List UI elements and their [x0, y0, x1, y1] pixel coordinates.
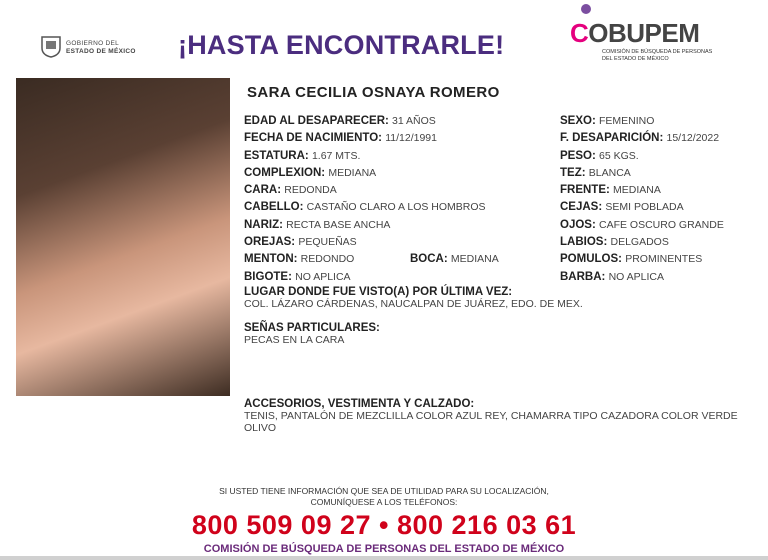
field-nariz: NARIZ: RECTA BASE ANCHA [244, 219, 391, 231]
cobupem-logo [566, 2, 746, 66]
field-labios: LABIOS: DELGADOS [560, 236, 669, 248]
field-menton: MENTON: REDONDO [244, 253, 355, 265]
phone-2[interactable]: 800 216 03 61 [396, 510, 577, 540]
person-photo [16, 78, 230, 396]
headline: ¡HASTA ENCONTRARLE! [178, 30, 505, 60]
commission-name: COMISIÓN DE BÚSQUEDA DE PERSONAS DEL ESTADO DE MÉXICO [203, 543, 565, 555]
clothing-section [244, 398, 738, 434]
field-edad: EDAD AL DESAPARECER: 31 AÑOS [244, 115, 436, 127]
field-boca: BOCA: MEDIANA [410, 253, 499, 265]
government-name: GOBIERNO DEL ESTADO DE MÉXICO [66, 40, 136, 55]
logo-dot [581, 4, 591, 14]
clothing-label: ACCESORIOS, VESTIMENTA Y CALZADO: [244, 398, 475, 410]
field-frente: FRENTE: MEDIANA [560, 184, 661, 196]
field-cejas: CEJAS: SEMI POBLADA [560, 201, 684, 213]
field-complexion: COMPLEXION: MEDIANA [244, 167, 377, 179]
field-estatura: ESTATURA: 1.67 MTS. [244, 150, 361, 162]
field-barba: BARBA: NO APLICA [560, 271, 665, 283]
field-cara: CARA: REDONDA [244, 184, 337, 196]
field-pomulos: POMULOS: PROMINENTES [560, 253, 703, 265]
logo-wordmark: COBUPEM [570, 18, 700, 48]
bottom-bar [0, 556, 768, 560]
last-seen-value: COL. LÁZARO CÁRDENAS, NAUCALPAN DE JUÁREZ, EDO. DE MEX. [244, 298, 583, 310]
marks-section [244, 322, 380, 346]
field-orejas: OREJAS: PEQUEÑAS [244, 236, 357, 248]
contact-note: SI USTED TIENE INFORMACIÓN QUE SEA DE UTILIDAD PARA SU LOCALIZACIÓN, COMUNÍQUESE A LOS TELÉFONOS: [219, 486, 549, 507]
field-cabello: CABELLO: CASTAÑO CLARO A LOS HOMBROS [244, 201, 486, 213]
field-sexo: SEXO: FEMENINO [560, 115, 655, 127]
person-name: SARA CECILIA OSNAYA ROMERO [247, 84, 500, 101]
clothing-value-line1: TENIS, PANTALÓN DE MEZCLILLA COLOR AZUL REY, CHAMARRA TIPO CAZADORA COLOR VERDE [244, 410, 738, 422]
field-tez: TEZ: BLANCA [560, 167, 631, 179]
last-seen-label: LUGAR DONDE FUE VISTO(A) POR ÚLTIMA VEZ: [244, 286, 513, 298]
marks-value: PECAS EN LA CARA [244, 334, 345, 346]
phone-numbers [0, 510, 768, 541]
phone-1[interactable]: 800 509 09 27 [191, 510, 371, 540]
field-fecha-nacimiento: FECHA DE NACIMIENTO: 11/12/1991 [244, 132, 437, 144]
field-bigote: BIGOTE: NO APLICA [244, 271, 351, 283]
field-fecha-desaparicion: F. DESAPARICIÓN: 15/12/2022 [560, 132, 720, 144]
marks-label: SEÑAS PARTICULARES: [244, 322, 380, 334]
field-peso: PESO: 65 KGS. [560, 150, 639, 162]
clothing-value-line2: OLIVO [244, 422, 277, 434]
logo-subtitle: COMISIÓN DE BÚSQUEDA DE PERSONAS DEL ESTADO DE MÉXICO [602, 49, 713, 62]
phone-separator: • [379, 510, 389, 540]
last-seen-section [244, 286, 583, 310]
field-ojos: OJOS: CAFE OSCURO GRANDE [560, 219, 724, 231]
government-shield-icon [40, 34, 62, 58]
government-logo [40, 34, 150, 64]
